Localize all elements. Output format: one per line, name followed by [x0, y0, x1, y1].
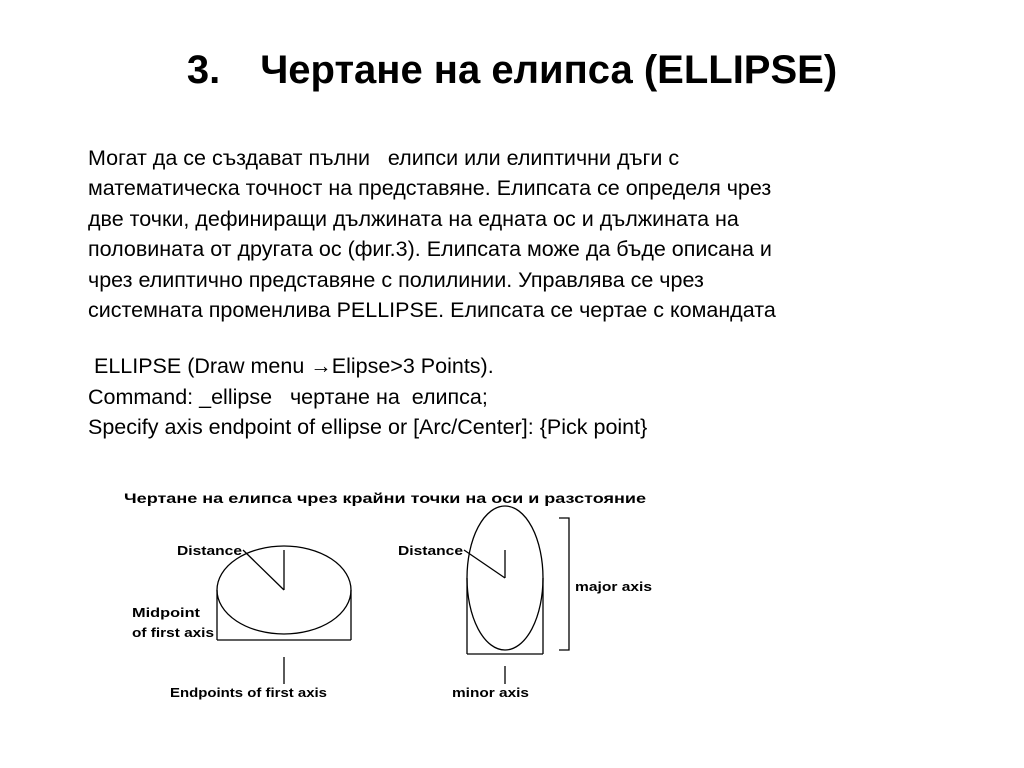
command-line: ELLIPSE (Draw menu →Elipse>3 Points).: [88, 354, 494, 379]
major-axis-label: major axis: [575, 579, 652, 594]
body-text: [88, 143, 968, 443]
left-midpoint-label: Midpoint: [132, 605, 201, 620]
paragraph-line: системната променлива PELLIPSE. Елипсата се чертае с командата: [88, 298, 776, 323]
left-leader-line: [243, 550, 284, 590]
paragraph-line: чрез елиптично представяне с полилинии. Управлява се чрез: [88, 267, 704, 292]
command-line: Command: _ellipse чертане на елипса;: [88, 384, 488, 409]
slide-title: [0, 40, 1024, 100]
left-midpoint-label: of first axis: [132, 625, 214, 640]
title-text: Чертане на елипса (ELLIPSE): [260, 48, 838, 92]
major-axis-bracket: [559, 518, 569, 650]
right-leader-line: [464, 550, 505, 578]
left-endpoints-label: Endpoints of first axis: [170, 685, 327, 700]
paragraph-line: Могат да се създават пълни елипси или елиптични дъги с: [88, 146, 680, 170]
paragraph-gap: [88, 325, 968, 351]
right-diagram: [464, 506, 569, 684]
right-ellipse: [467, 506, 543, 650]
figure-title: Чертане на елипса чрез крайни точки на оси и разстояние: [124, 490, 647, 506]
left-distance-label: Distance: [177, 543, 242, 558]
paragraph-line: математическа точност на представяне. Елипсата се определя чрез: [88, 176, 772, 201]
paragraph-line: две точки, дефиниращи дължината на едната ос и дължината на: [88, 206, 739, 231]
right-distance-label: Distance: [398, 543, 463, 558]
left-diagram: [217, 546, 351, 684]
title-number: 3.: [186, 48, 221, 92]
command-line: Specify axis endpoint of ellipse or [Arc/Center]: {Pick point}: [88, 415, 648, 440]
minor-axis-label: minor axis: [452, 685, 529, 700]
paragraph-line: половината от другата ос (фиг.3). Елипсата може да бъде описана и: [88, 237, 772, 262]
left-ellipse: [217, 546, 351, 634]
